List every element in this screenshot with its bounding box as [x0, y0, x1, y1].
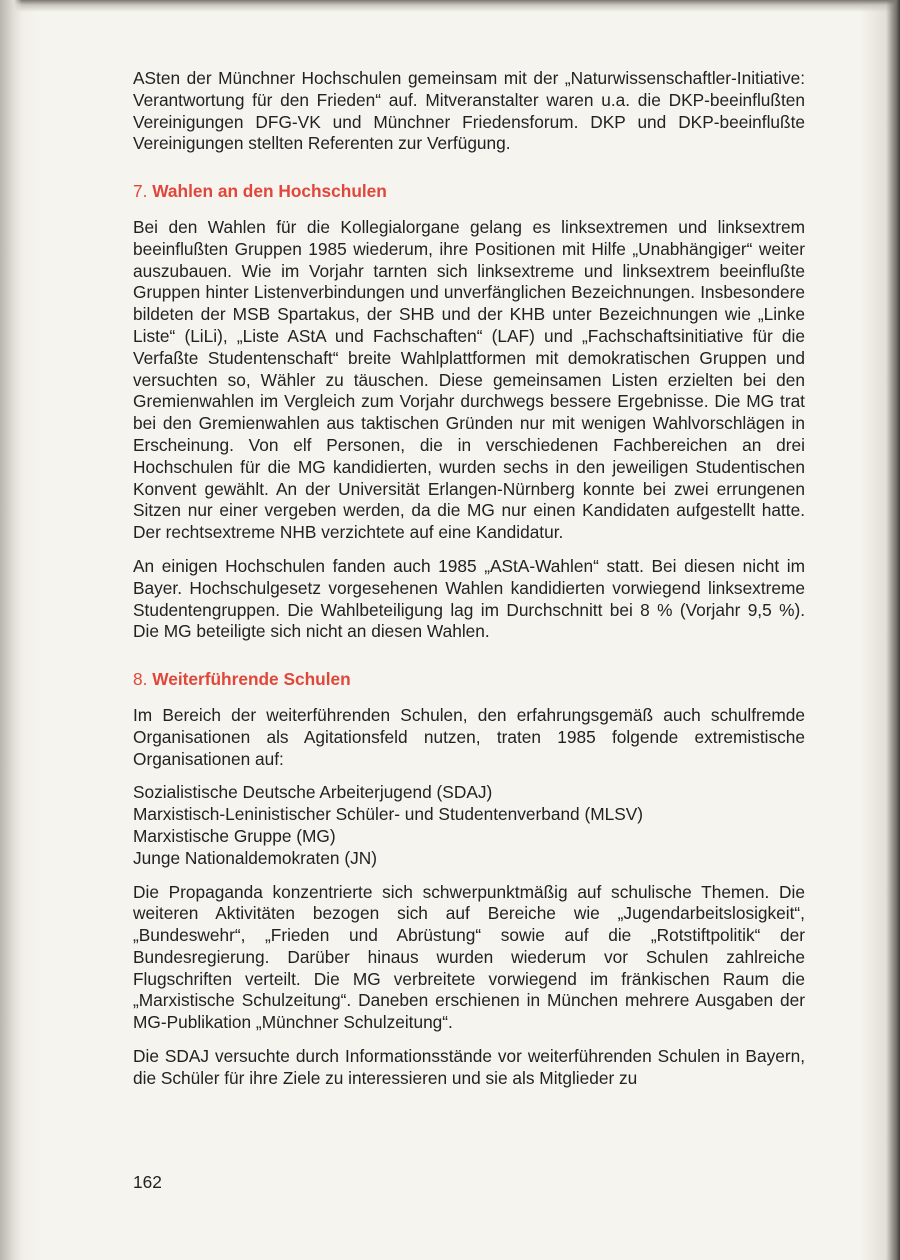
- section-number: 8.: [133, 669, 148, 690]
- paragraph: Im Bereich der weiterführenden Schulen, den erfahrungsgemäß auch schulfremde Organisationen als Agitationsfeld nutzen, traten 1985 folgende extremistische Organisationen auf:: [133, 704, 805, 769]
- list-item: Marxistisch-Leninistischer Schüler- und Studentenverband (MLSV): [133, 804, 644, 825]
- organization-list: [133, 782, 805, 869]
- page-spine-shadow: [0, 0, 22, 1260]
- section-title: Wahlen an den Hochschulen: [152, 181, 387, 202]
- page-content: [133, 68, 805, 1102]
- page-top-shadow: [0, 0, 900, 12]
- paragraph: An einigen Hochschulen fanden auch 1985 „AStA-Wahlen“ statt. Bei diesen nicht im Bayer. Hochschulgesetz vorgesehenen Wahlen kandidierten vorwiegend linksextreme Studentengruppen. Die Wahlbeteiligung lag im Durchschnitt bei 8 % (Vorjahr 9,5 %). Die MG beteiligte sich nicht an diesen Wahlen.: [133, 555, 805, 642]
- section-heading-8: [133, 669, 805, 691]
- section-number: 7.: [133, 181, 148, 202]
- page-right-edge: [886, 0, 900, 1260]
- section-heading-7: [133, 181, 805, 203]
- paragraph: Bei den Wahlen für die Kollegialorgane gelang es linksextremen und linksextrem beeinflußten Gruppen 1985 wiederum, ihre Positionen mit Hilfe „Unabhängiger“ weiter auszubauen. Wie im Vorjahr tarnten sich linksextreme und linksextrem beeinflußte Gruppen hinter Listenverbindungen und unverfänglichen Bezeichnungen. Insbesondere bildeten der MSB Spartakus, der SHB und der KHB unter Bezeichnungen wie „Linke Liste“ (LiLi), „Liste AStA und Fachschaften“ (LAF) und „Fachschaftsinitiative für die Verfaßte Studentenschaft“ breite Wahlplattformen mit demokratischen Gruppen und versuchten so, Wähler zu täuschen. Diese gemeinsamen Listen erzielten bei den Gremienwahlen im Vergleich zum Vorjahr durchwegs bessere Ergebnisse. Die MG trat bei den Gremienwahlen aus taktischen Gründen nur mit wenigen Wahlvorschlägen in Erscheinung. Von elf Personen, die in verschiedenen Fachbereichen an drei Hochschulen für die MG kandidierten, wurden sechs in den jeweiligen Studentischen Konvent gewählt. An der Universität Erlangen-Nürnberg konnte bei zwei errungenen Sitzen nur einer vergeben werden, da die MG nur einen Kandidaten aufgestellt hatte. Der rechtsextreme NHB verzichtete auf eine Kandidatur.: [133, 216, 805, 543]
- paragraph: Die SDAJ versuchte durch Informationsstände vor weiterführenden Schulen in Bayern, die Schüler für ihre Ziele zu interessieren und sie als Mitglieder zu: [133, 1046, 805, 1088]
- page-number: 162: [133, 1172, 162, 1192]
- paragraph: ASten der Münchner Hochschulen gemeinsam mit der „Naturwissenschaftler-Initiative: Verantwortung für den Frieden“ auf. Mitveranstalter waren u.a. die DKP-beeinflußten Vereinigungen DFG-VK und Münchner Friedensforum. DKP und DKP-beeinflußte Vereinigungen stellten Referenten zur Verfügung.: [133, 68, 805, 154]
- list-item: Junge Nationaldemokraten (JN): [133, 847, 377, 868]
- list-item: Marxistische Gruppe (MG): [133, 825, 336, 846]
- list-item: Sozialistische Deutsche Arbeiterjugend (SDAJ): [133, 782, 493, 803]
- section-title: Weiterführende Schulen: [152, 669, 351, 690]
- paragraph: Die Propaganda konzentrierte sich schwerpunktmäßig auf schulische Themen. Die weiteren Aktivitäten bezogen sich auf Bereiche wie „Jugendarbeitslosigkeit“, „Bundeswehr“, „Frieden und Abrüstung“ sowie auf die „Rotstiftpolitik“ der Bundesregierung. Darüber hinaus wurden wiederum vor Schulen zahlreiche Flugschriften verteilt. Die MG verbreitete vorwiegend im fränkischen Raum die „Marxistische Schulzeitung“. Daneben erschienen in München mehrere Ausgaben der MG-Publikation „Münchner Schulzeitung“.: [133, 881, 805, 1033]
